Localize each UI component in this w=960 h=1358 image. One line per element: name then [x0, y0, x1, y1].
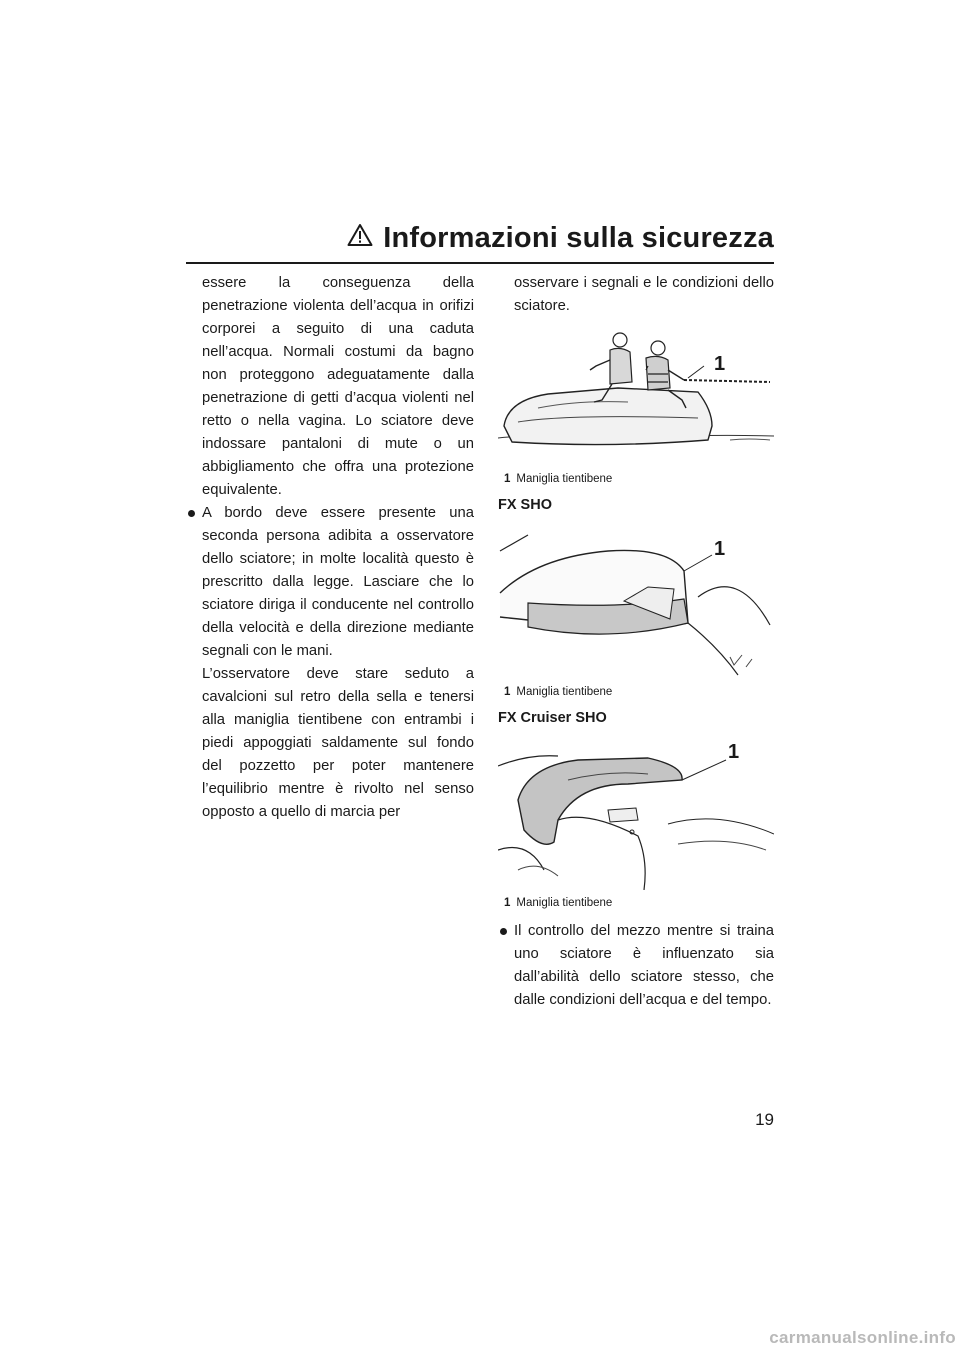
figure-riders	[498, 330, 774, 486]
figure-caption	[498, 896, 774, 910]
model-heading: FX SHO	[498, 497, 552, 513]
caption-text: Maniglia tientibene	[516, 473, 613, 485]
bullet-item	[186, 502, 474, 663]
fx-sho-handle-illustration	[498, 527, 774, 679]
header-title: Informazioni sulla sicurezza	[383, 222, 774, 254]
figure-fx-cruiser-sho-handle	[498, 740, 774, 910]
page-number: 19	[755, 1110, 774, 1129]
caption-number: 1	[504, 686, 511, 698]
figure-fx-sho-handle	[498, 527, 774, 699]
caption-number: 1	[504, 897, 511, 909]
figure-caption	[498, 685, 774, 699]
figure-caption	[498, 472, 774, 486]
callout-number: 1	[728, 741, 740, 763]
caption-text: Maniglia tientibene	[516, 686, 613, 698]
bullet-icon	[188, 510, 195, 517]
bullet-item	[498, 920, 774, 1012]
model-heading: FX Cruiser SHO	[498, 710, 607, 726]
body-paragraph: osservare i segnali e le condizioni dello sciatore.	[514, 275, 774, 314]
caption-text: Maniglia tientibene	[516, 897, 613, 909]
bullet-text: Il controllo del mezzo mentre si traina uno sciatore è influenzato sia dall’abilità dello sciatore stesso, che dalle condizioni dell’acqua e del tempo.	[514, 923, 774, 1008]
callout-number: 1	[714, 538, 726, 560]
right-column	[498, 272, 774, 1012]
watercraft-riders-illustration	[498, 330, 774, 466]
page-header	[347, 222, 774, 255]
watermark: carmanualsonline.info	[769, 1328, 956, 1347]
caption-number: 1	[504, 473, 511, 485]
left-column	[186, 272, 474, 824]
header-rule	[186, 262, 774, 264]
bullet-icon	[500, 928, 507, 935]
callout-number: 1	[714, 353, 726, 375]
body-paragraph: essere la conseguenza della penetrazione violenta dell’acqua in orifizi corporei a seguito di una caduta nell’acqua. Normali costumi da bagno non proteggono adeguatamente dalla penetrazione di getti d’acqua violenti nel retto o nella vagina. Lo sciatore deve indossare pantaloni di mute o un abbigliamento che offra una protezione equivalente.	[202, 275, 474, 498]
bullet-text: A bordo deve essere presente una seconda persona adibita a osservatore dello sciatore; in molte località questo è prescritto dalla legge. Lasciare che lo sciatore diriga il conducente nel controllo della velocità e della direzione mediante segnali con le mani.	[202, 505, 474, 659]
body-paragraph: L’osservatore deve stare seduto a cavalcioni sul retro della sella e tenersi alla maniglia tientibene con entrambi i piedi appoggiati saldamente sul fondo del pozzetto per poter mantenere l’equilibrio mentre è rivolto nel senso opposto a quello di marcia per	[202, 666, 474, 820]
warning-triangle-icon	[347, 222, 373, 255]
